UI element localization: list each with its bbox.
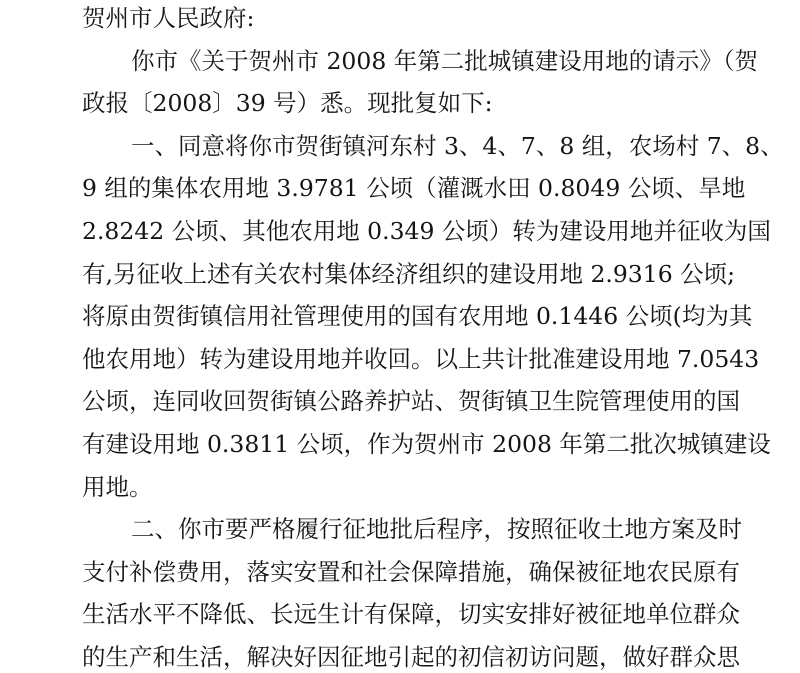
paragraph-line: 公顷，连同收回贺街镇公路养护站、贺街镇卫生院管理使用的国: [82, 387, 740, 415]
paragraph-line: 二、你市要严格履行征地批后程序，按照征收土地方案及时: [131, 515, 742, 543]
paragraph-line: 他农用地）转为建设用地并收回。以上共计批准建设用地 7.0543: [82, 345, 760, 373]
paragraph-line: 生活水平不降低、长远生计有保障，切实安排好被征地单位群众: [82, 600, 740, 628]
paragraph-line: 的生产和生活，解决好因征地引起的初信初访问题，做好群众思: [82, 643, 740, 671]
paragraph-line: 你市《关于贺州市 2008 年第二批城镇建设用地的请示》（贺: [131, 47, 758, 75]
paragraph-line: 将原由贺街镇信用社管理使用的国有农用地 0.1446 公顷(均为其: [82, 302, 753, 330]
paragraph-line: 2.8242 公顷、其他农用地 0.349 公顷）转为建设用地并征收为国: [82, 217, 771, 245]
paragraph-line: 有建设用地 0.3811 公顷，作为贺州市 2008 年第二批次城镇建设: [82, 430, 771, 458]
paragraph-line: 一、同意将你市贺街镇河东村 3、4、7、8 组，农场村 7、8、: [131, 132, 784, 160]
paragraph-line: 有,另征收上述有关农村集体经济组织的建设用地 2.9316 公顷;: [82, 260, 736, 288]
paragraph-line: 用地。: [82, 473, 153, 501]
paragraph-line: 9 组的集体农用地 3.9781 公顷（灌溉水田 0.8049 公顷、旱地: [82, 174, 746, 202]
salutation: 贺州市人民政府:: [82, 4, 255, 32]
paragraph-line: 支付补偿费用，落实安置和社会保障措施，确保被征地农民原有: [82, 558, 740, 586]
paragraph-line: 政报〔2008〕39 号）悉。现批复如下:: [82, 89, 493, 117]
